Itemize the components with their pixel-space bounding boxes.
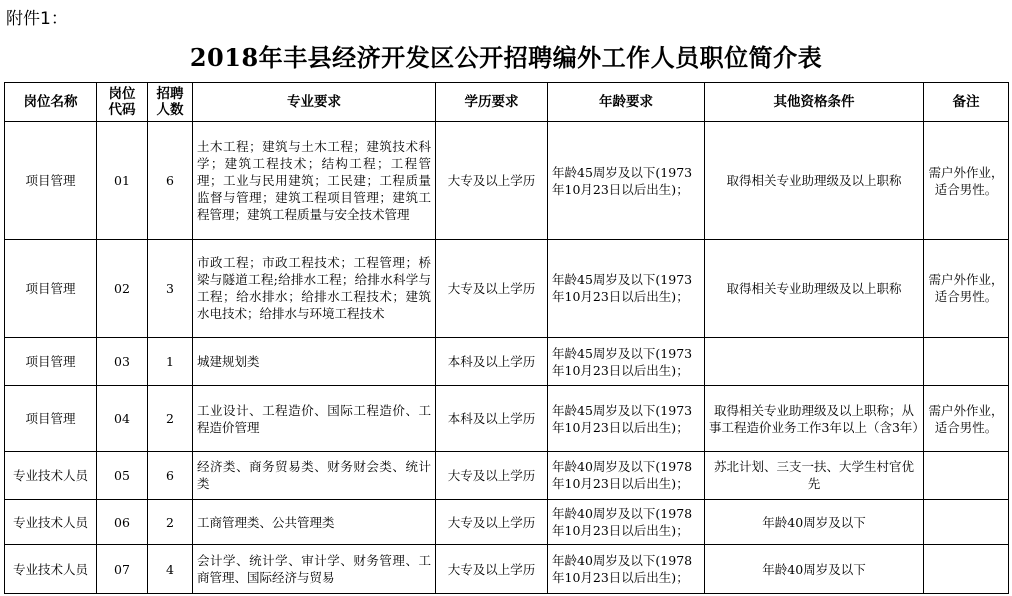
cell-major: 土木工程；建筑与土木工程；建筑技术科学；建筑工程技术；结构工程；工程管理；工业与民用建筑；工民建；工程质量监督与管理；建筑工程项目管理；建筑工程管理；建筑工程质量与安全技术管理 xyxy=(193,122,436,240)
cell-other: 取得相关专业助理级及以上职称 xyxy=(705,122,924,240)
cell-note: 需户外作业，适合男性。 xyxy=(924,386,1009,451)
header-count: 招聘 人数 xyxy=(148,83,193,122)
table-row xyxy=(5,386,1009,451)
header-age: 年龄要求 xyxy=(548,83,705,122)
document-title: 2018年丰县经济开发区公开招聘编外工作人员职位简介表 xyxy=(189,43,823,72)
table-row xyxy=(5,545,1009,594)
cell-code: 05 xyxy=(97,451,148,500)
cell-education: 大专及以上学历 xyxy=(436,500,548,545)
cell-age: 年龄40周岁及以下(1978年10月23日以后出生)； xyxy=(548,545,705,594)
cell-major: 市政工程；市政工程技术；工程管理；桥梁与隧道工程;给排水工程；给排水科学与工程；给水排水；给排水工程技术；建筑水电技术；给排水与环境工程技术 xyxy=(193,240,436,338)
cell-code: 07 xyxy=(97,545,148,594)
cell-other: 年龄40周岁及以下 xyxy=(705,500,924,545)
cell-major: 经济类、商务贸易类、财务财会类、统计类 xyxy=(193,451,436,500)
cell-note xyxy=(924,545,1009,594)
cell-count: 3 xyxy=(148,240,193,338)
cell-count: 6 xyxy=(148,122,193,240)
cell-count: 4 xyxy=(148,545,193,594)
table-row xyxy=(5,500,1009,545)
cell-age: 年龄45周岁及以下(1973年10月23日以后出生)； xyxy=(548,122,705,240)
cell-code: 01 xyxy=(97,122,148,240)
cell-other: 苏北计划、三支一扶、大学生村官优先 xyxy=(705,451,924,500)
cell-age: 年龄40周岁及以下(1978年10月23日以后出生)； xyxy=(548,500,705,545)
cell-other: 取得相关专业助理级及以上职称 xyxy=(705,240,924,338)
cell-name: 专业技术人员 xyxy=(5,500,97,545)
cell-major: 城建规划类 xyxy=(193,337,436,386)
cell-name: 项目管理 xyxy=(5,122,97,240)
cell-code: 06 xyxy=(97,500,148,545)
cell-count: 2 xyxy=(148,386,193,451)
cell-age: 年龄40周岁及以下(1978年10月23日以后出生)； xyxy=(548,451,705,500)
position-table xyxy=(4,82,1009,594)
cell-note: 需户外作业，适合男性。 xyxy=(924,240,1009,338)
cell-note xyxy=(924,500,1009,545)
cell-age: 年龄45周岁及以下(1973年10月23日以后出生)； xyxy=(548,240,705,338)
cell-name: 项目管理 xyxy=(5,240,97,338)
cell-age: 年龄45周岁及以下(1973年10月23日以后出生)； xyxy=(548,386,705,451)
cell-major: 工商管理类、公共管理类 xyxy=(193,500,436,545)
cell-education: 大专及以上学历 xyxy=(436,122,548,240)
cell-code: 02 xyxy=(97,240,148,338)
cell-code: 03 xyxy=(97,337,148,386)
cell-count: 2 xyxy=(148,500,193,545)
cell-name: 项目管理 xyxy=(5,337,97,386)
header-major: 专业要求 xyxy=(193,83,436,122)
cell-education: 大专及以上学历 xyxy=(436,545,548,594)
header-other: 其他资格条件 xyxy=(705,83,924,122)
cell-education: 本科及以上学历 xyxy=(436,337,548,386)
attachment-label: 附件1： xyxy=(6,9,68,29)
header-note: 备注 xyxy=(924,83,1009,122)
cell-major: 会计学、统计学、审计学、财务管理、工商管理、国际经济与贸易 xyxy=(193,545,436,594)
header-row xyxy=(5,83,1009,122)
header-education: 学历要求 xyxy=(436,83,548,122)
cell-education: 本科及以上学历 xyxy=(436,386,548,451)
cell-note: 需户外作业，适合男性。 xyxy=(924,122,1009,240)
cell-name: 专业技术人员 xyxy=(5,451,97,500)
header-name: 岗位名称 xyxy=(5,83,97,122)
cell-name: 项目管理 xyxy=(5,386,97,451)
header-code: 岗位 代码 xyxy=(97,83,148,122)
cell-name: 专业技术人员 xyxy=(5,545,97,594)
cell-major: 工业设计、工程造价、国际工程造价、工程造价管理 xyxy=(193,386,436,451)
cell-other xyxy=(705,337,924,386)
cell-count: 1 xyxy=(148,337,193,386)
cell-education: 大专及以上学历 xyxy=(436,451,548,500)
cell-other: 年龄40周岁及以下 xyxy=(705,545,924,594)
cell-note xyxy=(924,337,1009,386)
table-row xyxy=(5,451,1009,500)
cell-education: 大专及以上学历 xyxy=(436,240,548,338)
cell-age: 年龄45周岁及以下(1973年10月23日以后出生)； xyxy=(548,337,705,386)
cell-other: 取得相关专业助理级及以上职称；从事工程造价业务工作3年以上（含3年） xyxy=(705,386,924,451)
table-row xyxy=(5,337,1009,386)
table-row xyxy=(5,240,1009,338)
table-row xyxy=(5,122,1009,240)
cell-note xyxy=(924,451,1009,500)
cell-count: 6 xyxy=(148,451,193,500)
cell-code: 04 xyxy=(97,386,148,451)
